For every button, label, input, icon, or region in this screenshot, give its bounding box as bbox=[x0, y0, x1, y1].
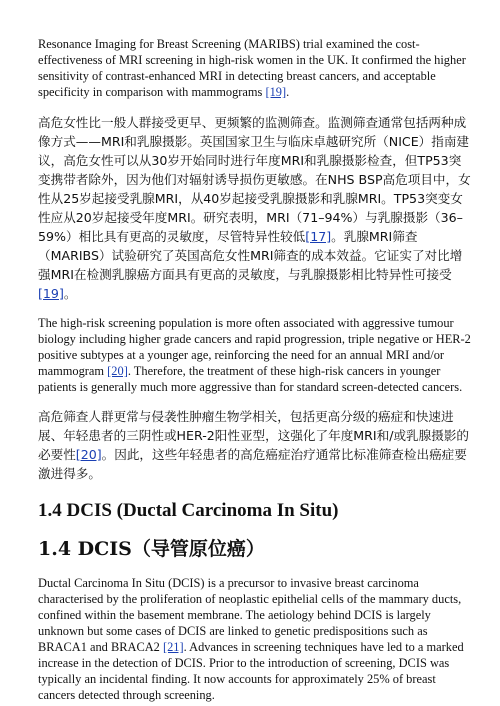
text-run: 。 bbox=[63, 286, 77, 301]
citation-link-17[interactable]: [17] bbox=[305, 229, 332, 244]
citation-link-20[interactable]: [20] bbox=[75, 447, 102, 462]
citation-link-19[interactable]: [19] bbox=[265, 85, 287, 99]
paragraph-screening-zh bbox=[38, 113, 472, 303]
text-run: The high-risk screening population is more often associated with aggressive tumour biology including higher grade cancers and rapid progression, triple negative or HER-2 positive subtypes at a younger age, reinforcing the need for an annual MRI and/or mammogram bbox=[38, 316, 471, 378]
paragraph-high-risk-en bbox=[38, 315, 472, 395]
paragraph-maribs-en bbox=[38, 36, 472, 100]
section-heading-en: 1.4 DCIS (Ductal Carcinoma In Situ) bbox=[38, 500, 339, 521]
text-run: . bbox=[286, 85, 290, 99]
paragraph-high-risk-zh bbox=[38, 407, 472, 483]
text-run: 。乳腺MRI筛查（MARIBS）试验研究了英国高危女性MRI筛查的成本效益。它证实了对比增强MRI在检测乳腺癌方面具有更高的灵敏度，与乳腺摄影相比特异性可接受 bbox=[38, 229, 463, 282]
text-run: Ductal Carcinoma In Situ (DCIS) is a precursor to invasive breast carcinoma characterised by the proliferation of neoplastic epithelial cells of the mammary ducts, confined within the basement membrane. The aetiology behind DCIS is largely unknown but some cases of DCIS are linked to genetic predispositions such as BRACA1 and BRACA2 bbox=[38, 576, 462, 654]
section-heading-zh bbox=[38, 537, 472, 561]
citation-link-20[interactable]: [20] bbox=[107, 364, 128, 378]
text-run: . Therefore, the treatment of these high-risk cancers in younger patients is generally much more aggressive than for standard screen-detected cancers. bbox=[38, 364, 463, 394]
text-run: 高危筛查人群更常与侵袭性肿瘤生物学相关，包括更高分级的癌症和快速进展、年轻患者的三阴性或HER-2阳性亚型，这强化了年度MRI和/或乳腺摄影的必要性 bbox=[38, 409, 470, 462]
text-run: 。因此，这些年轻患者的高危癌症治疗通常比标准筛查检出癌症要激进得多。 bbox=[38, 447, 467, 481]
heading-en-part: 1.4 DCIS bbox=[38, 538, 132, 560]
text-run: . Advances in screening techniques have led to a marked increase in the detection of DCIS. Prior to the introduction of screening, DCIS was typically an incidental finding. It now accounts for approximately 25% of breast cancers detected through screening. bbox=[38, 640, 464, 702]
text-run: Resonance Imaging for Breast Screening (MARIBS) trial examined the cost-effectiveness of MRI screening in high-risk women in the UK. It confirmed the higher sensitivity of contrast-enhanced MRI in detecting breast cancers, and acceptable specificity in comparison with mammograms bbox=[38, 37, 466, 99]
citation-link-19[interactable]: [19] bbox=[38, 286, 64, 301]
paragraph-dcis-en bbox=[38, 575, 472, 703]
heading-zh-part: （导管原位癌） bbox=[131, 538, 265, 560]
citation-link-21[interactable]: [21] bbox=[162, 640, 184, 654]
text-run: 高危女性比一般人群接受更早、更频繁的监测筛查。监测筛查通常包括两种成像方式——MRI和乳腺摄影。英国国家卫生与临床卓越研究所（NICE）指南建议，高危女性可以从30岁开始同时进行年度MRI和乳腺摄影检查，但TP53突变携带者除外，因为他们对辐射诱导损伤更敏感。在NHS BSP高危项目中，女性从25岁起接受乳腺MRI，从40岁起接受乳腺摄影和乳腺MRI。TP53突变女性应从20岁起接受年度MRI。研究表明，MRI（71–94%）与乳腺摄影（36–59%）相比具有更高的灵敏度，尽管特异性较低 bbox=[38, 115, 471, 244]
